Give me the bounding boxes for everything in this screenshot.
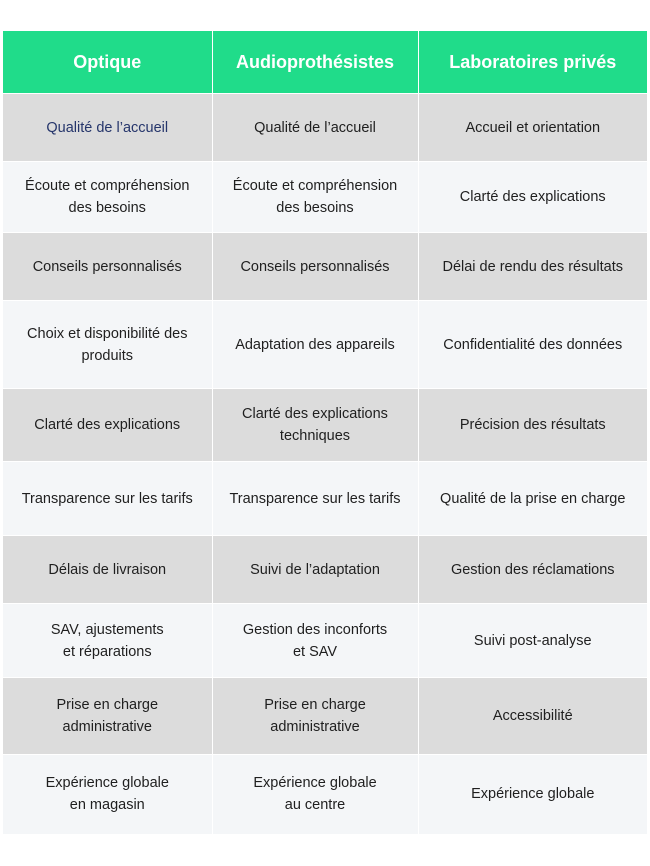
cell-text: Choix et disponibilité des xyxy=(27,325,188,342)
header-row xyxy=(3,31,647,94)
cell-optique xyxy=(3,301,212,389)
cell-audioprothesistes xyxy=(212,389,418,462)
cell-text: administrative xyxy=(62,719,152,735)
cell-optique xyxy=(3,389,212,462)
cell-audioprothesistes xyxy=(212,536,418,604)
cell-text: produits xyxy=(81,347,134,364)
cell-text: Adaptation des appareils xyxy=(235,336,395,353)
cell-laboratoires xyxy=(418,94,647,162)
cell-optique xyxy=(3,604,212,678)
cell-audioprothesistes xyxy=(212,755,418,834)
cell-text: Écoute et compréhension xyxy=(25,178,190,194)
cell-laboratoires xyxy=(418,678,647,755)
cell-text: Gestion des inconforts xyxy=(242,621,388,638)
table-row xyxy=(3,162,647,233)
table-row xyxy=(3,389,647,462)
cell-text: administrative xyxy=(270,719,360,735)
cell-optique xyxy=(3,233,212,301)
cell-text: au centre xyxy=(284,797,346,814)
cell-text: et réparations xyxy=(62,643,152,660)
cell-laboratoires xyxy=(418,301,647,389)
cell-text: Conseils personnalisés xyxy=(240,258,390,275)
cell-optique xyxy=(3,755,212,834)
cell-text: Précision des résultats xyxy=(459,417,606,433)
table-row xyxy=(3,604,647,678)
table-row xyxy=(3,94,647,162)
cell-text: Transparence sur les tarifs xyxy=(21,490,193,507)
cell-laboratoires xyxy=(418,755,647,834)
cell-text: Délai de rendu des résultats xyxy=(442,258,624,275)
cell-text: et SAV xyxy=(292,643,338,660)
cell-text: techniques xyxy=(279,428,351,444)
cell-text: Qualité de l’accueil xyxy=(254,119,376,136)
cell-text: Clarté des explications xyxy=(34,417,181,433)
cell-laboratoires xyxy=(418,536,647,604)
cell-text: Transparence sur les tarifs xyxy=(229,490,401,507)
table-row xyxy=(3,462,647,536)
cell-optique xyxy=(3,162,212,233)
cell-text: Confidentialité des données xyxy=(443,336,623,353)
cell-audioprothesistes xyxy=(212,162,418,233)
cell-text: Expérience globale xyxy=(253,775,377,792)
cell-audioprothesistes xyxy=(212,604,418,678)
cell-text: Expérience globale xyxy=(45,775,169,792)
table-row xyxy=(3,536,647,604)
cell-text: Expérience globale xyxy=(471,786,595,803)
cell-laboratoires xyxy=(418,462,647,536)
cell-text: Qualité de la prise en charge xyxy=(440,490,626,507)
cell-text: Prise en charge xyxy=(264,697,366,713)
cell-optique xyxy=(3,462,212,536)
cell-text: Suivi de l’adaptation xyxy=(250,561,380,578)
cell-text: des besoins xyxy=(276,200,354,216)
cell-text: Accessibilité xyxy=(492,708,573,724)
table-row xyxy=(3,233,647,301)
table-row xyxy=(3,301,647,389)
cell-audioprothesistes xyxy=(212,462,418,536)
cell-audioprothesistes xyxy=(212,678,418,755)
comparison-table xyxy=(3,31,647,834)
cell-text: Clarté des explications xyxy=(459,189,606,205)
header-optique: Optique xyxy=(3,31,212,94)
cell-text: en magasin xyxy=(69,797,145,814)
cell-text: Suivi post-analyse xyxy=(473,632,592,649)
table-row xyxy=(3,678,647,755)
cell-audioprothesistes xyxy=(212,301,418,389)
table-row xyxy=(3,755,647,834)
cell-text: Accueil et orientation xyxy=(465,119,601,136)
cell-laboratoires xyxy=(418,604,647,678)
comparison-table-container xyxy=(3,31,647,834)
cell-text: SAV, ajustements xyxy=(50,621,164,638)
cell-text: Gestion des réclamations xyxy=(450,561,615,578)
cell-audioprothesistes xyxy=(212,94,418,162)
cell-laboratoires xyxy=(418,162,647,233)
cell-text: Clarté des explications xyxy=(242,406,388,422)
header-audioprothesistes: Audioprothésistes xyxy=(212,31,418,94)
cell-optique xyxy=(3,678,212,755)
cell-text: Délais de livraison xyxy=(48,561,167,578)
cell-laboratoires xyxy=(418,233,647,301)
table-body xyxy=(3,94,647,834)
header-laboratoires-prives: Laboratoires privés xyxy=(418,31,647,94)
cell-optique xyxy=(3,536,212,604)
cell-text: Qualité de l’accueil xyxy=(46,119,169,136)
cell-optique xyxy=(3,94,212,162)
cell-text: Conseils personnalisés xyxy=(32,258,182,275)
cell-audioprothesistes xyxy=(212,233,418,301)
cell-text: Prise en charge xyxy=(56,697,159,713)
cell-laboratoires xyxy=(418,389,647,462)
cell-text: Écoute et compréhension xyxy=(232,178,398,194)
cell-text: des besoins xyxy=(68,200,146,216)
